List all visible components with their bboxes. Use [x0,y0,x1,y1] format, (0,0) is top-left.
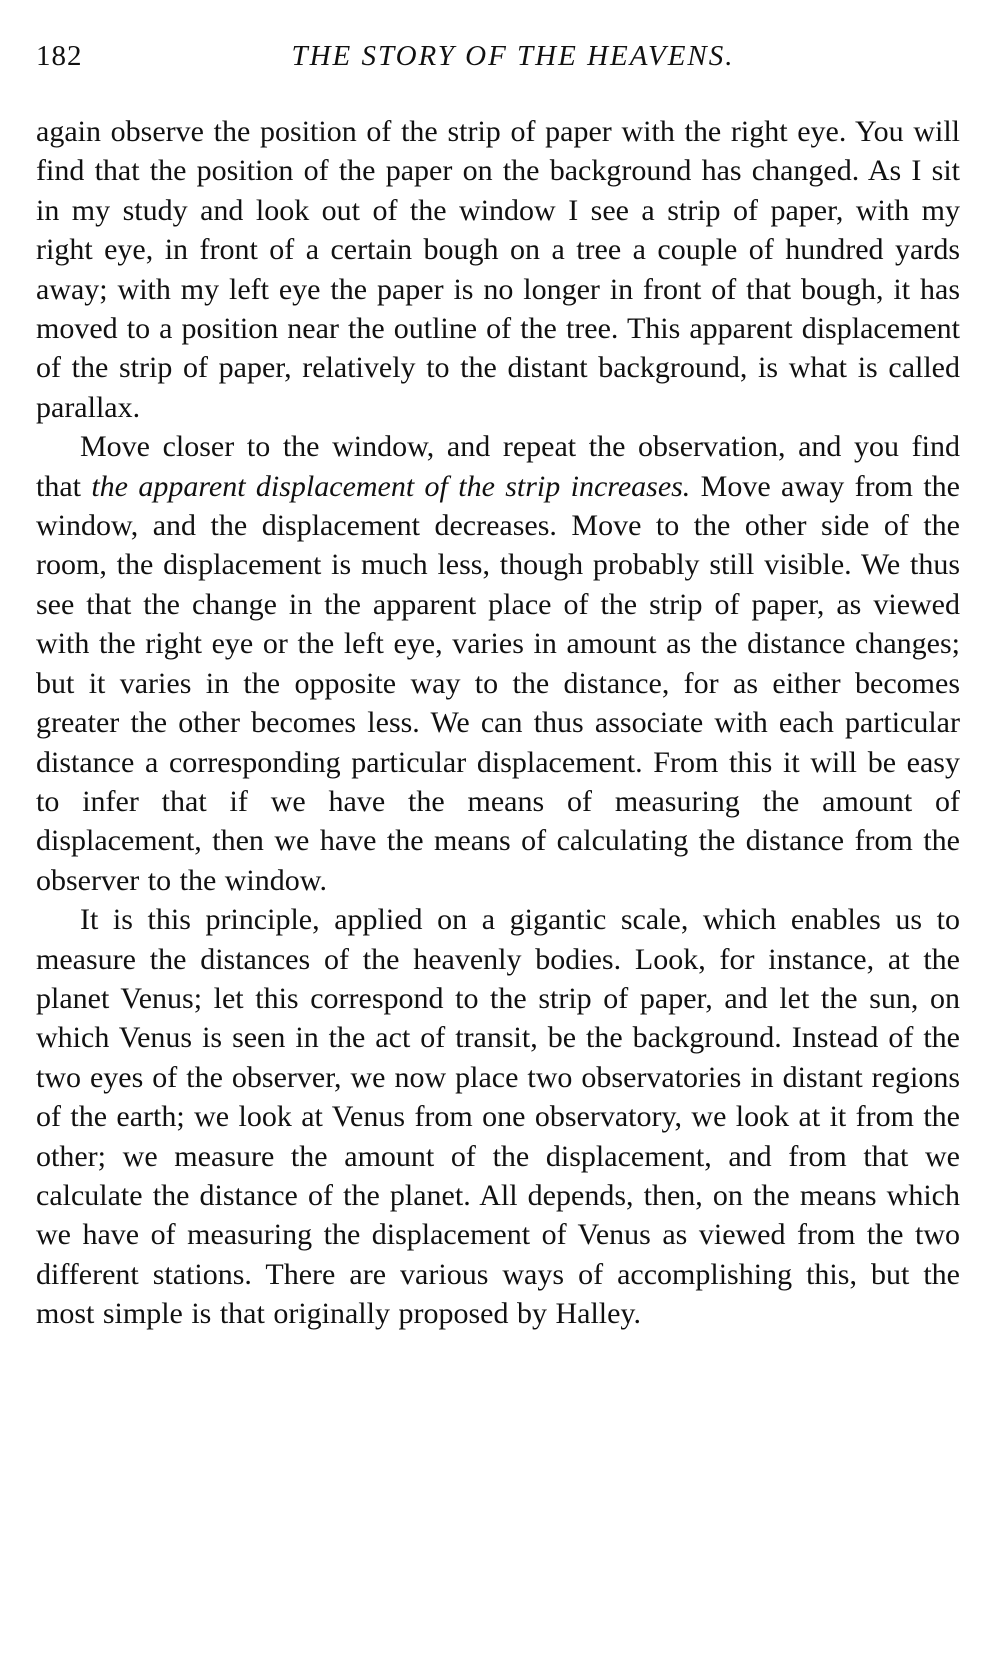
paragraph-parallax-definition: again observe the position of the strip of paper with the right eye. You will find that the position of the paper on the background has changed. As I sit in my study and look out of the window I see a strip of paper, with my right eye, in front of a certain bough on a tree a couple of hundred yards away; with my left eye the paper is no longer in front of that bough, it has moved to a position near the outline of the tree. This apparent displacement of the strip of paper, relatively to the distant background, is what is called parallax. [36,115,960,424]
running-head [36,26,960,76]
running-title: THE STORY OF THE HEAVENS. [291,40,735,72]
body-text [36,112,960,1334]
italic-emphasis: the apparent displacement of the strip increases. [91,469,691,503]
book-page [36,26,960,1334]
page-number: 182 [36,40,83,72]
paragraph-text: Move closer to the window, and repeat the observation, and you find that [36,430,960,503]
paragraph-displacement-distance [36,427,960,900]
paragraph-text: Move away from the window, and the displacement decreases. Move to the other side of the room, the displacement is much less, though probably still visible. We thus see that the change in the apparent place of the strip of paper, as viewed with the right eye or the left eye, varies in amount as the distance changes; but it varies in the opposite way to the distance, for as either becomes greater the other becomes less. We can thus associate with each particular distance a corresponding particular displacement. From this it will be easy to infer that if we have the means of measuring the amount of displacement, then we have the means of calculating the distance from the observer to the window. [36,469,960,897]
paragraph-venus-transit: It is this principle, applied on a gigantic scale, which enables us to measure the distances of the heavenly bodies. Look, for instance, at the planet Venus; let this correspond to the strip of paper, and let the sun, on which Venus is seen in the act of transit, be the background. Instead of the two eyes of the observer, we now place two observatories in distant regions of the earth; we look at Venus from one observatory, we look at it from the other; we measure the amount of the displacement, and from that we calculate the distance of the planet. All depends, then, on the means which we have of measuring the displacement of Venus as viewed from the two different stations. There are various ways of accomplishing this, but the most simple is that originally proposed by Halley. [36,903,960,1331]
